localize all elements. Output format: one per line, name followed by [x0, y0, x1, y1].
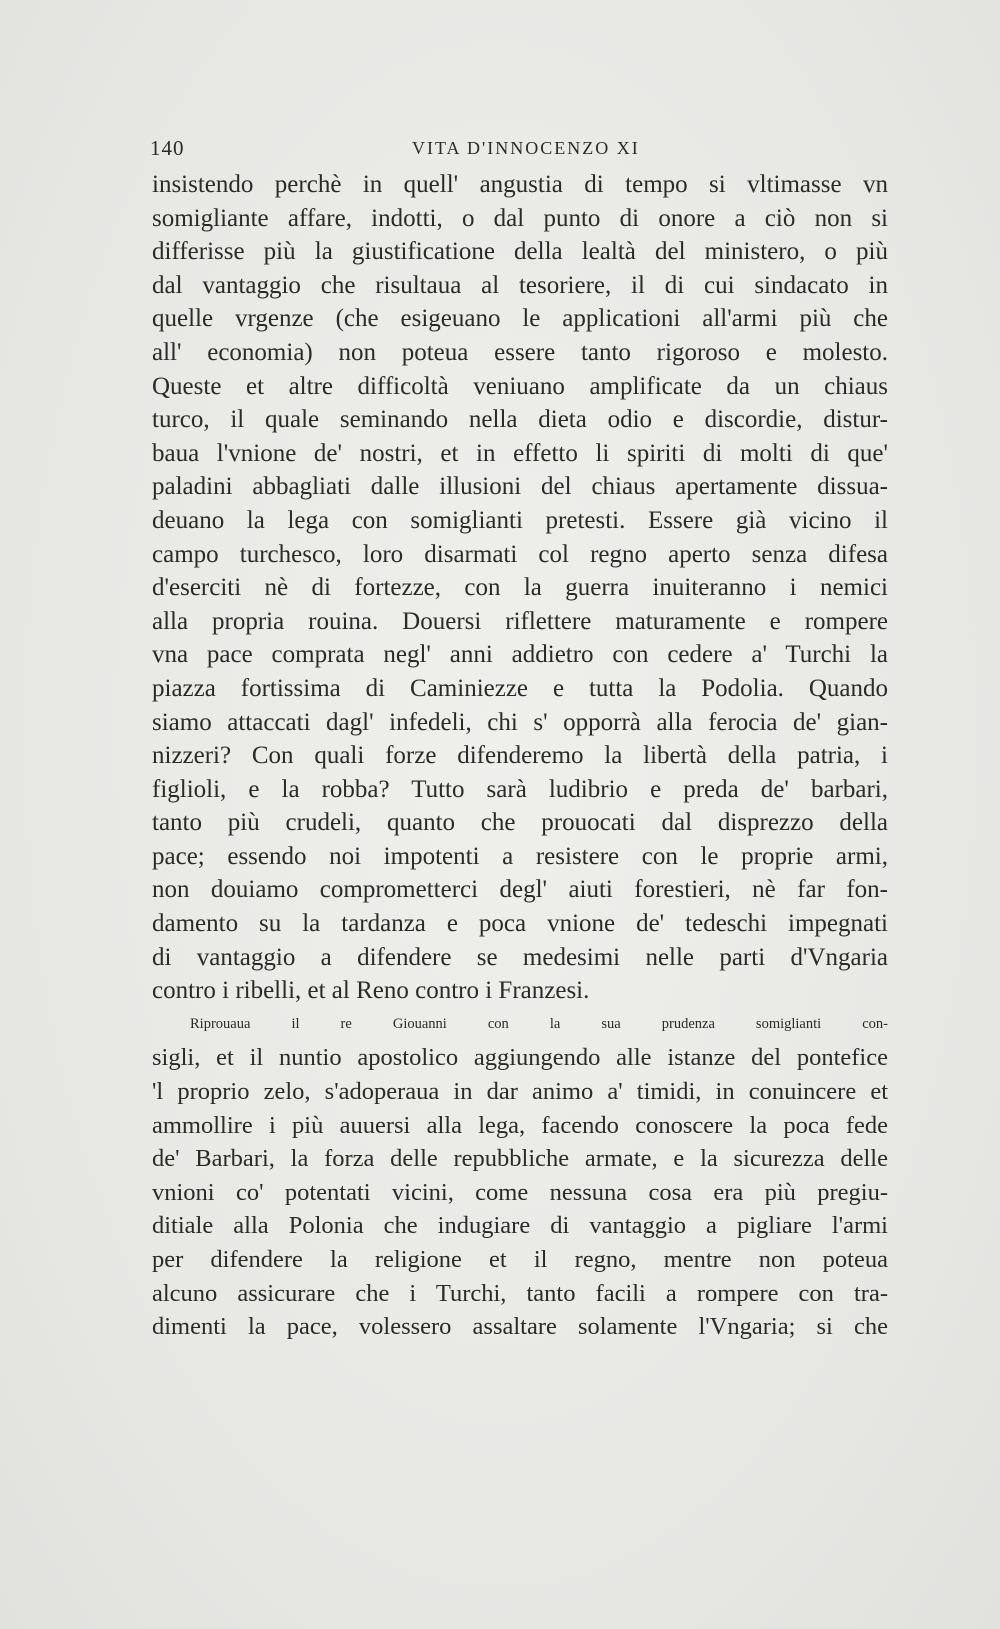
text-line: non douiamo comprometterci degl' aiuti forestieri, nè far fon- [152, 876, 888, 904]
text-line: dimenti la pace, volessero assaltare solamente l'Vngaria; si che [152, 1313, 888, 1341]
body-text [152, 168, 888, 1344]
text-line: insistendo perchè in quell' angustia di tempo si vltimasse vn [152, 171, 888, 198]
text-line: alla propria rouina. Douersi riflettere maturamente e rompere [152, 607, 888, 635]
text-line: damento su la tardanza e poca vnione de' tedeschi impegnati [152, 910, 888, 938]
text-line: Riprouaua il re Giouanni con la sua prudenza somiglianti con- [190, 1015, 888, 1032]
text-line: dal vantaggio che risultaua al tesoriere, il di cui sindacato in [152, 271, 888, 299]
text-line: differisse più la giustificatione della lealtà del ministero, o più [152, 238, 888, 266]
text-line: vnioni co' potentati vicini, come nessuna cosa era più pregiu- [152, 1178, 888, 1206]
text-line: somigliante affare, indotti, o dal punto di onore a ciò non si [152, 204, 888, 232]
running-title: VITA D'INNOCENZO XI [412, 138, 640, 158]
text-line: baua l'vnione de' nostri, et in effetto li spiriti di molti di que' [152, 439, 888, 467]
text-line: figlioli, e la robba? Tutto sarà ludibrio e preda de' barbari, [152, 775, 888, 803]
text-line: turco, il quale seminando nella dieta odio e discordie, distur- [152, 406, 888, 434]
text-line: contro i ribelli, et al Reno contro i Franzesi. [152, 977, 590, 1005]
text-line: deuano la lega con somiglianti pretesti. Essere già vicino il [152, 506, 888, 534]
text-line: pace; essendo noi impotenti a resistere con le proprie armi, [152, 842, 888, 870]
text-line: nizzeri? Con quali forze difenderemo la libertà della patria, i [152, 742, 888, 770]
text-line: ditiale alla Polonia che indugiare di vantaggio a pigliare l'armi [152, 1212, 888, 1240]
paragraph [152, 168, 888, 1008]
text-line: ammollire i più auuersi alla lega, facendo conoscere la poca fede [152, 1111, 888, 1139]
text-line: Queste et altre difficoltà veniuano amplificate da un chiaus [152, 372, 888, 400]
text-line: alcuno assicurare che i Turchi, tanto facili a rompere con tra- [152, 1279, 888, 1307]
text-line: siamo attaccati dagl' infedeli, chi s' opporrà alla ferocia de' gian- [152, 708, 888, 736]
text-line: campo turchesco, loro disarmati col regno aperto senza difesa [152, 540, 888, 568]
text-line: piazza fortissima di Caminiezze e tutta la Podolia. Quando [152, 674, 888, 702]
text-line: de' Barbari, la forza delle repubbliche armate, e la sicurezza delle [152, 1145, 888, 1173]
text-line: di vantaggio a difendere se medesimi nelle parti d'Vngaria [152, 943, 888, 971]
running-head [150, 136, 886, 166]
text-line: sigli, et il nuntio apostolico aggiungendo alle istanze del pontefice [152, 1044, 888, 1072]
paragraph [152, 1008, 888, 1344]
text-line: vna pace comprata negl' anni addietro con cedere a' Turchi la [152, 641, 888, 669]
text-line: tanto più crudeli, quanto che prouocati dal disprezzo della [152, 809, 888, 837]
text-line: paladini abbagliati dalle illusioni del chiaus apertamente dissua- [152, 473, 888, 501]
text-line: 'l proprio zelo, s'adoperaua in dar animo a' timidi, in conuincere et [152, 1078, 888, 1106]
text-line: quelle vrgenze (che esigeuano le applicationi all'armi più che [152, 305, 888, 333]
text-line: per difendere la religione et il regno, mentre non poteua [152, 1246, 888, 1273]
page-number: 140 [150, 136, 185, 160]
text-line: all' economia) non poteua essere tanto rigoroso e molesto. [152, 338, 888, 366]
text-line: d'eserciti nè di fortezze, con la guerra inuiteranno i nemici [152, 574, 888, 602]
